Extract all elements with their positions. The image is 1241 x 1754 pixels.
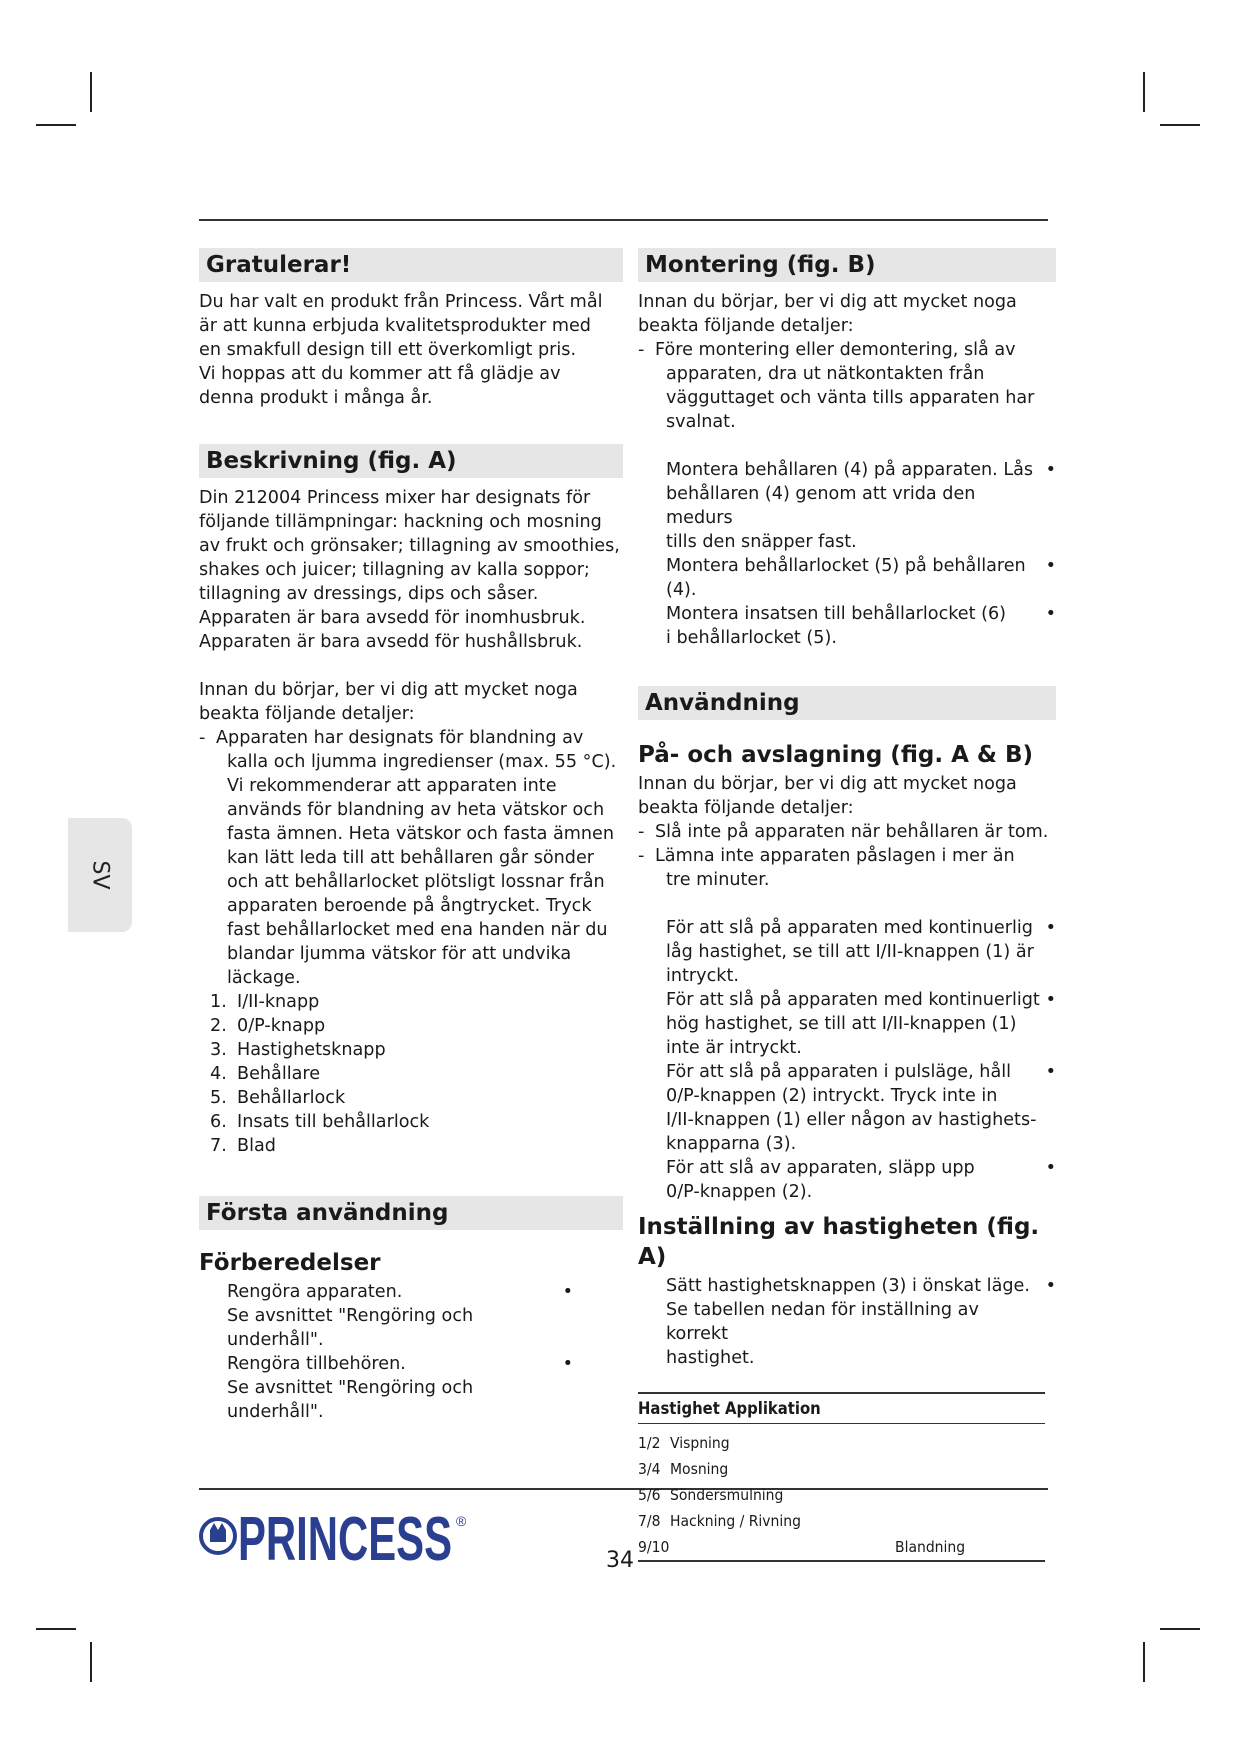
text-line: av frukt och grönsaker; tillagning av smoothies, xyxy=(199,536,620,556)
list-item xyxy=(199,1062,623,1086)
top-rule xyxy=(199,219,1048,221)
item-text: 0/P-knappen (2). xyxy=(666,1182,813,1202)
item-label: Blad xyxy=(237,1136,276,1156)
item-label: Behållarlock xyxy=(237,1088,346,1108)
text-line: beakta följande detaljer: xyxy=(638,316,854,336)
list-item xyxy=(638,1298,1056,1346)
speed-cell: 1/2 xyxy=(638,1434,661,1452)
item-text: Montera behållaren (4) på apparaten. Lås xyxy=(666,460,1034,480)
list-item xyxy=(199,1038,623,1062)
text-line: Vi rekommenderar att apparaten inte xyxy=(227,776,557,796)
text-line: följande tillämpningar: hackning och mosning xyxy=(199,512,602,532)
item-text: I/II-knappen (1) eller någon av hastighets- xyxy=(666,1110,1037,1130)
text-line: apparaten beroende på ångtrycket. Tryck xyxy=(227,896,592,916)
item-label: I/II-knapp xyxy=(237,992,320,1012)
list-item xyxy=(638,988,1056,1012)
speed-cell: 7/8 xyxy=(638,1512,661,1530)
text-line: shakes och juicer; tillagning av kalla soppor; xyxy=(199,560,590,580)
application-cell: Hackning / Rivning xyxy=(670,1512,801,1530)
text-line: tillagning av dressings, dips och såser. xyxy=(199,584,539,604)
list-item xyxy=(199,1134,623,1158)
list-item xyxy=(638,1274,1056,1298)
bullet-dot: • xyxy=(562,1354,573,1374)
list-item xyxy=(199,1352,573,1376)
application-cell: Mosning xyxy=(670,1460,729,1478)
item-text: Rengöra tillbehören. xyxy=(227,1354,406,1374)
crop-mark xyxy=(36,124,76,126)
language-tab xyxy=(68,818,132,932)
list-item xyxy=(638,554,1056,602)
right-column xyxy=(638,248,1056,1562)
crop-mark xyxy=(36,1628,76,1630)
list-item xyxy=(199,1014,623,1038)
item-text: Montera insatsen till behållarlocket (6) xyxy=(666,604,1007,624)
item-text: För att slå på apparaten med kontinuerligt xyxy=(666,990,1040,1010)
bullet-dot: • xyxy=(1045,990,1056,1010)
registered-mark: ® xyxy=(456,1513,467,1529)
item-number: 3. xyxy=(210,1040,227,1060)
item-label: Behållare xyxy=(237,1064,321,1084)
princess-logo xyxy=(198,1500,478,1572)
item-number: 5. xyxy=(210,1088,227,1108)
table-row xyxy=(638,1508,1045,1534)
item-label: Insats till behållarlock xyxy=(237,1112,430,1132)
text-line: denna produkt i många år. xyxy=(199,388,433,408)
dash-mark: - xyxy=(199,728,206,748)
language-tab-label: SV xyxy=(87,860,113,890)
item-text: Sätt hastighetsknappen (3) i önskat läge. xyxy=(666,1276,1030,1296)
warning-text: Apparaten har designats för blandning av xyxy=(216,728,584,748)
item-text: För att slå på apparaten i pulsläge, håll xyxy=(666,1062,1012,1082)
list-item xyxy=(199,1304,573,1352)
bullet-dot: • xyxy=(562,1282,573,1302)
dash-mark: - xyxy=(638,822,645,842)
list-item xyxy=(638,458,1056,482)
application-cell: Söndersmulning xyxy=(670,1486,784,1504)
list-item xyxy=(638,940,1056,964)
subheading-hastighet: Inställning av hastigheten (fig. A) xyxy=(638,1214,1040,1270)
warning-text: Före montering eller demontering, slå av xyxy=(655,340,1016,360)
list-item xyxy=(638,1108,1056,1132)
item-text: För att slå på apparaten med kontinuerlig xyxy=(666,918,1033,938)
text-line: vägguttaget och vänta tills apparaten har xyxy=(666,388,1035,408)
crop-mark xyxy=(1160,1628,1200,1630)
subheading-pa-avslagning: På- och avslagning (fig. A & B) xyxy=(638,742,1033,768)
text-line: fast behållarlocket med ena handen när du xyxy=(227,920,608,940)
speed-cell: 3/4 xyxy=(638,1460,661,1478)
list-item xyxy=(638,1012,1056,1036)
section-heading-beskrivning: Beskrivning (fig. A) xyxy=(199,444,623,478)
crop-mark xyxy=(1160,124,1200,126)
item-text: hög hastighet, se till att I/II-knappen (1) xyxy=(666,1014,1017,1034)
item-text: behållaren (4) genom att vrida den medurs xyxy=(666,484,976,528)
text-line: Innan du börjar, ber vi dig att mycket noga xyxy=(638,774,1017,794)
list-item xyxy=(199,1110,623,1134)
crop-mark xyxy=(1143,1642,1145,1682)
item-number: 4. xyxy=(210,1064,227,1084)
text-line: Vi hoppas att du kommer att få glädje av xyxy=(199,364,561,384)
text-line: kalla och ljumma ingredienser (max. 55 °C). xyxy=(227,752,617,772)
list-item xyxy=(638,626,1056,650)
item-number: 1. xyxy=(210,992,227,1012)
item-number: 2. xyxy=(210,1016,227,1036)
forberedelser-list xyxy=(199,1280,573,1424)
bullet-dot: • xyxy=(1045,1158,1056,1178)
dash-mark: - xyxy=(638,846,645,866)
warning-item xyxy=(638,338,1056,362)
item-text: Rengöra apparaten. xyxy=(227,1282,403,1302)
beskrivning-body xyxy=(199,486,623,1158)
item-text: hastighet. xyxy=(666,1348,755,1368)
list-item xyxy=(199,1280,573,1304)
dash-mark: - xyxy=(638,340,645,360)
item-label: Hastighetsknapp xyxy=(237,1040,386,1060)
section-heading-forsta: Första användning xyxy=(199,1196,623,1230)
list-item xyxy=(638,1132,1056,1156)
table-row xyxy=(638,1534,1045,1561)
application-cell: Vispning xyxy=(670,1434,730,1452)
text-line: en smakfull design till ett överkomligt pris. xyxy=(199,340,577,360)
left-column xyxy=(199,248,623,1424)
section-heading-montering: Montering (fig. B) xyxy=(638,248,1056,282)
item-text: Montera behållarlocket (5) på behållaren (4). xyxy=(666,556,1026,600)
bullet-dot: • xyxy=(1045,1062,1056,1082)
list-item xyxy=(199,990,623,1014)
princess-crest-icon xyxy=(201,1519,235,1553)
text-line: kan lätt leda till att behållaren går sönder xyxy=(227,848,595,868)
item-number: 6. xyxy=(210,1112,227,1132)
page-number: 34 xyxy=(606,1548,634,1573)
speed-cell: 5/6 xyxy=(638,1486,661,1504)
item-text: i behållarlocket (5). xyxy=(666,628,837,648)
crop-mark xyxy=(90,1642,92,1682)
parts-list xyxy=(199,990,623,1158)
text-line: Apparaten är bara avsedd för hushållsbruk. xyxy=(199,632,583,652)
list-item xyxy=(638,1156,1056,1180)
section-heading-gratulerar: Gratulerar! xyxy=(199,248,623,282)
list-item xyxy=(638,1180,1056,1204)
list-item xyxy=(638,530,1056,554)
warning-item xyxy=(199,726,623,750)
text-line: och att behållarlocket plötsligt lossnar från xyxy=(227,872,605,892)
list-item xyxy=(638,916,1056,940)
crop-mark xyxy=(90,72,92,112)
item-label: 0/P-knapp xyxy=(237,1016,326,1036)
warning-item xyxy=(638,820,1056,844)
table-row xyxy=(638,1430,1045,1456)
item-text: intryckt. xyxy=(666,966,739,986)
gratulerar-body xyxy=(199,290,623,410)
brand-wordmark: PRINCESS xyxy=(238,1505,452,1572)
table-header: Hastighet Applikation xyxy=(638,1393,1045,1424)
table-row xyxy=(638,1482,1045,1508)
list-item xyxy=(638,602,1056,626)
text-line: apparaten, dra ut nätkontakten från xyxy=(666,364,985,384)
warning-text: Slå inte på apparaten när behållaren är tom. xyxy=(655,822,1049,842)
item-text: Se tabellen nedan för inställning av korrekt xyxy=(666,1300,979,1344)
list-item xyxy=(638,1346,1056,1370)
table-row xyxy=(638,1456,1045,1482)
bullet-dot: • xyxy=(1045,460,1056,480)
table-header-row xyxy=(638,1393,1045,1424)
text-line: Apparaten är bara avsedd för inomhusbruk. xyxy=(199,608,586,628)
crop-mark xyxy=(1143,72,1145,112)
text-line: beakta följande detaljer: xyxy=(199,704,415,724)
list-item xyxy=(638,482,1056,530)
warning-item xyxy=(638,844,1056,868)
text-line: beakta följande detaljer: xyxy=(638,798,854,818)
text-line: svalnat. xyxy=(666,412,736,432)
bullet-dot: • xyxy=(1045,604,1056,624)
application-cell: Blandning xyxy=(670,1534,1045,1561)
text-line: Du har valt en produkt från Princess. Vårt mål xyxy=(199,292,603,312)
speed-cell: 9/10 xyxy=(638,1534,670,1561)
list-item xyxy=(638,1060,1056,1084)
list-item xyxy=(638,964,1056,988)
list-item xyxy=(638,1036,1056,1060)
text-line: Din 212004 Princess mixer har designats för xyxy=(199,488,591,508)
item-text: 0/P-knappen (2) intryckt. Tryck inte in xyxy=(666,1086,998,1106)
item-text: Se avsnittet "Rengöring och underhåll". xyxy=(227,1378,474,1422)
text-line: Innan du börjar, ber vi dig att mycket noga xyxy=(199,680,578,700)
montering-body xyxy=(638,290,1056,650)
text-line: tre minuter. xyxy=(666,870,770,890)
item-text: För att slå av apparaten, släpp upp xyxy=(666,1158,975,1178)
list-item xyxy=(199,1376,573,1424)
section-heading-anvandning: Användning xyxy=(638,686,1056,720)
item-text: tills den snäpper fast. xyxy=(666,532,857,552)
item-text: låg hastighet, se till att I/II-knappen (1) är xyxy=(666,942,1034,962)
text-line: används för blandning av heta vätskor och xyxy=(227,800,605,820)
warning-text: Lämna inte apparaten påslagen i mer än xyxy=(655,846,1015,866)
list-item xyxy=(199,1086,623,1110)
subheading-forberedelser: Förberedelser xyxy=(199,1250,381,1276)
text-line: fasta ämnen. Heta vätskor och fasta ämnen xyxy=(227,824,615,844)
text-line: är att kunna erbjuda kvalitetsprodukter med xyxy=(199,316,591,336)
item-text: Se avsnittet "Rengöring och underhåll". xyxy=(227,1306,474,1350)
text-line: blandar ljumma vätskor för att undvika xyxy=(227,944,572,964)
item-text: inte är intryckt. xyxy=(666,1038,802,1058)
bullet-dot: • xyxy=(1045,556,1056,576)
speed-table xyxy=(638,1392,1045,1562)
anvandning-body xyxy=(638,772,1056,1562)
bullet-dot: • xyxy=(1045,918,1056,938)
item-number: 7. xyxy=(210,1136,227,1156)
bullet-dot: • xyxy=(1045,1276,1056,1296)
list-item xyxy=(638,1084,1056,1108)
item-text: knapparna (3). xyxy=(666,1134,797,1154)
text-line: läckage. xyxy=(227,968,301,988)
text-line: Innan du börjar, ber vi dig att mycket noga xyxy=(638,292,1017,312)
